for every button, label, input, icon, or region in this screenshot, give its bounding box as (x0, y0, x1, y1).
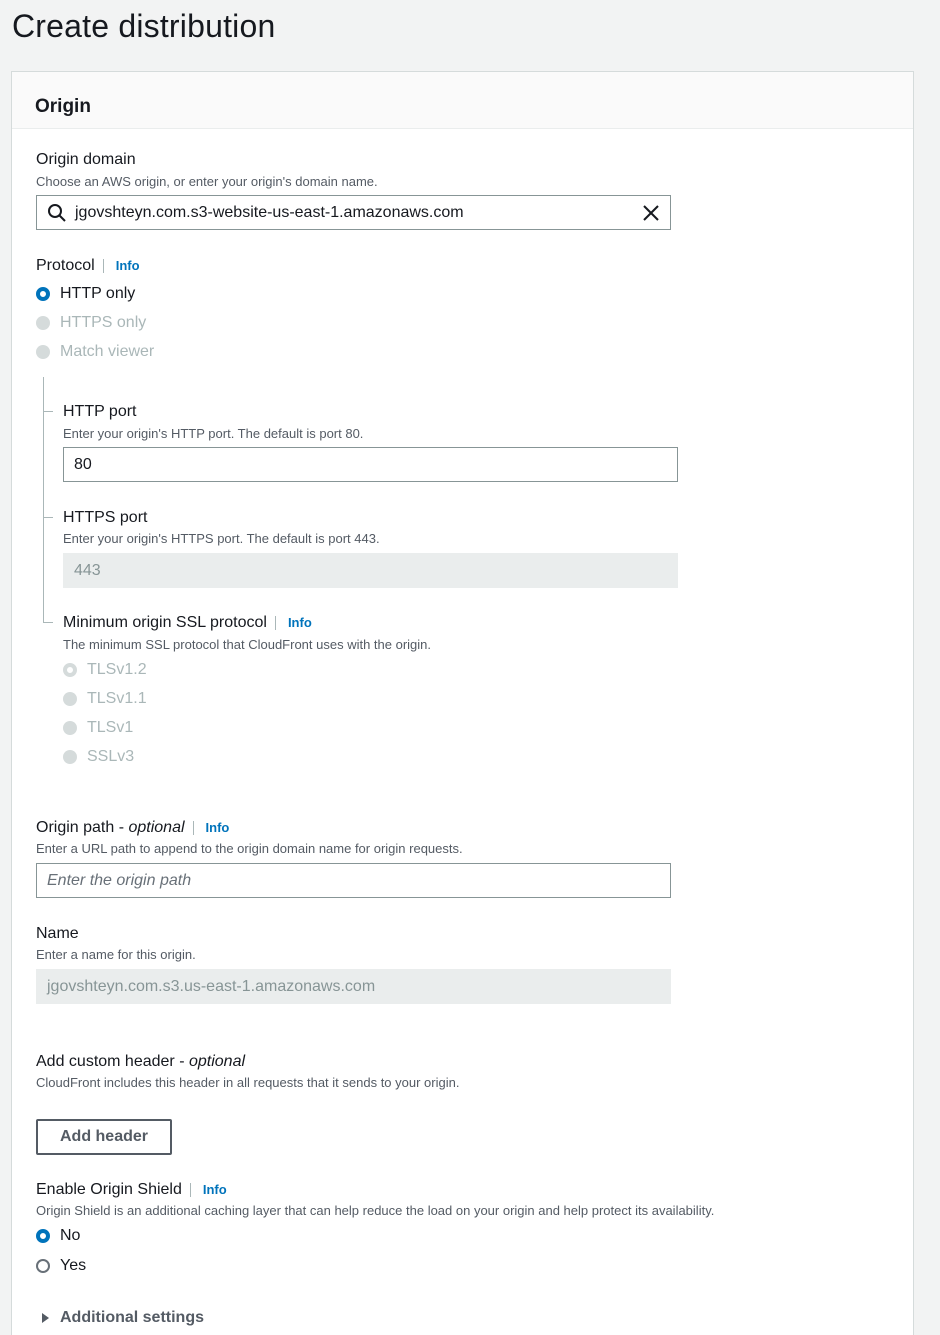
protocol-info-link[interactable]: Info (103, 259, 140, 273)
tree-branch (43, 411, 53, 412)
radio-http-only-dot (36, 287, 50, 301)
panel-header (12, 72, 913, 129)
radio-sslv3-dot (63, 750, 77, 764)
radio-tlsv1-dot (63, 721, 77, 735)
origin-domain-value: jgovshteyn.com.s3-website-us-east-1.amazonaws.com (75, 203, 464, 221)
radio-origin-shield-no-dot (36, 1229, 50, 1243)
origin-shield-label: Enable Origin Shield Info (36, 1181, 227, 1198)
name-input (36, 969, 671, 1004)
caret-right-icon (42, 1313, 49, 1323)
radio-origin-shield-yes[interactable]: Yes (36, 1257, 86, 1275)
name-description: Enter a name for this origin. (36, 947, 196, 962)
http-port-input[interactable] (63, 447, 678, 482)
add-header-button[interactable]: Add header (36, 1119, 172, 1155)
radio-tlsv1: TLSv1 (63, 719, 133, 737)
origin-shield-description: Origin Shield is an additional caching layer that can help reduce the load on your origin and help protect its availability. (36, 1203, 715, 1218)
origin-path-input[interactable] (36, 863, 671, 898)
ssl-protocol-info-link[interactable]: Info (275, 616, 312, 630)
clear-icon[interactable] (642, 204, 660, 222)
origin-domain-input[interactable] (36, 195, 671, 230)
panel-title: Origin (35, 96, 91, 117)
origin-path-description: Enter a URL path to append to the origin domain name for origin requests. (36, 841, 463, 856)
radio-tlsv1-1-dot (63, 692, 77, 706)
radio-match-viewer-dot (36, 345, 50, 359)
origin-panel (11, 71, 914, 1335)
tree-branch (43, 622, 53, 623)
radio-tlsv1-2-dot (63, 663, 77, 677)
radio-http-only[interactable]: HTTP only (36, 285, 135, 303)
https-port-label: HTTPS port (63, 509, 148, 526)
http-port-description: Enter your origin's HTTP port. The default is port 80. (63, 426, 364, 441)
origin-path-placeholder: Enter the origin path (47, 871, 192, 889)
name-value: jgovshteyn.com.s3.us-east-1.amazonaws.com (47, 977, 376, 995)
origin-domain-label: Origin domain (36, 151, 136, 168)
https-port-value: 443 (74, 561, 101, 579)
tree-connector (43, 377, 44, 622)
radio-origin-shield-yes-dot (36, 1259, 50, 1273)
ssl-protocol-description: The minimum SSL protocol that CloudFront uses with the origin. (63, 637, 432, 652)
custom-header-description: CloudFront includes this header in all requests that it sends to your origin. (36, 1075, 460, 1090)
search-icon (47, 203, 67, 223)
origin-path-label: Origin path - optional Info (36, 819, 230, 836)
custom-header-label: Add custom header - optional (36, 1053, 246, 1070)
origin-domain-description: Choose an AWS origin, or enter your origin's domain name. (36, 174, 378, 189)
radio-https-only: HTTPS only (36, 314, 146, 332)
tree-branch (43, 517, 53, 518)
name-label: Name (36, 925, 79, 942)
protocol-label: Protocol Info (36, 257, 140, 274)
https-port-description: Enter your origin's HTTPS port. The default is port 443. (63, 531, 380, 546)
radio-https-only-dot (36, 316, 50, 330)
origin-path-info-link[interactable]: Info (193, 821, 230, 835)
http-port-label: HTTP port (63, 403, 137, 420)
origin-shield-info-link[interactable]: Info (190, 1183, 227, 1197)
radio-tlsv1-1: TLSv1.1 (63, 690, 147, 708)
radio-tlsv1-2: TLSv1.2 (63, 661, 147, 679)
radio-match-viewer: Match viewer (36, 343, 154, 361)
http-port-value: 80 (74, 455, 92, 473)
radio-sslv3: SSLv3 (63, 748, 134, 766)
ssl-protocol-label: Minimum origin SSL protocol Info (63, 614, 312, 631)
additional-settings-expander[interactable]: Additional settings (42, 1309, 204, 1327)
page-title: Create distribution (12, 8, 276, 44)
radio-origin-shield-no[interactable]: No (36, 1227, 80, 1245)
https-port-input (63, 553, 678, 588)
